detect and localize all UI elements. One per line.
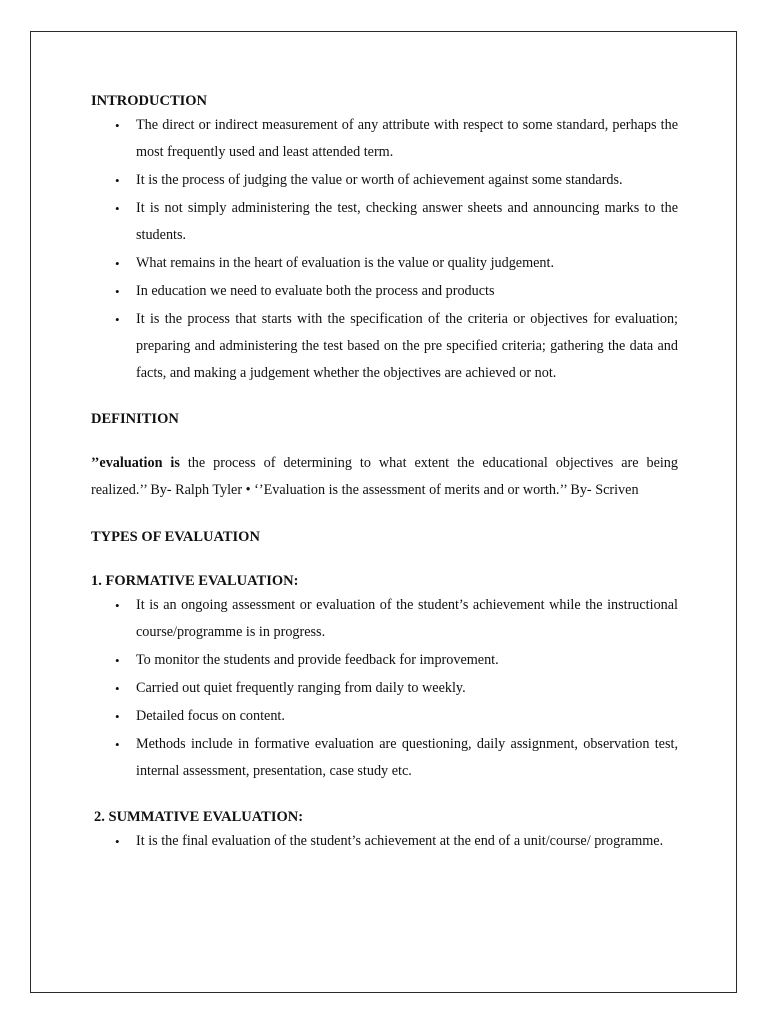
list-item: • To monitor the students and provide feedback for improvement. bbox=[91, 647, 678, 674]
formative-heading: 1. FORMATIVE EVALUATION: bbox=[91, 573, 299, 589]
list-item: • In education we need to evaluate both the process and products bbox=[91, 278, 678, 305]
introduction-heading: INTRODUCTION bbox=[91, 93, 208, 109]
list-item: • The direct or indirect measurement of any attribute with respect to some standard, perhaps the most frequently used and least attended term. bbox=[91, 112, 678, 166]
list-item: • It is the final evaluation of the student’s achievement at the end of a unit/course/ programme. bbox=[91, 828, 678, 855]
list-item: • Methods include in formative evaluation are questioning, daily assignment, observation test, internal assessment, presentation, case study etc. bbox=[91, 731, 678, 785]
list-item: • What remains in the heart of evaluation is the value or quality judgement. bbox=[91, 250, 678, 277]
summative-heading: 2. SUMMATIVE EVALUATION: bbox=[94, 809, 304, 825]
introduction-list bbox=[91, 112, 678, 387]
definition-heading: DEFINITION bbox=[91, 411, 179, 427]
formative-list bbox=[91, 592, 678, 785]
document-page bbox=[30, 31, 737, 993]
definition-bold-lead: ’’evaluation is bbox=[91, 455, 180, 471]
list-item: • It is not simply administering the test, checking answer sheets and announcing marks to the students. bbox=[91, 195, 678, 249]
list-item: • Detailed focus on content. bbox=[91, 703, 678, 730]
page-content bbox=[91, 90, 678, 856]
list-item: • It is the process that starts with the specification of the criteria or objectives for evaluation; preparing and administering the test based on the pre specified criteria; gathering the data and facts, and making a judgement whether the objectives are achieved or not. bbox=[91, 306, 678, 387]
list-item: • It is an ongoing assessment or evaluation of the student’s achievement while the instructional course/programme is in progress. bbox=[91, 592, 678, 646]
list-item: • It is the process of judging the value or worth of achievement against some standards. bbox=[91, 167, 678, 194]
summative-list bbox=[91, 828, 678, 855]
definition-text: the process of determining to what extent the educational objectives are being realized.’’ By- Ralph Tyler • ‘’Evaluation is the assessment of merits and or worth.’’ By- Scriven bbox=[91, 455, 678, 498]
definition-paragraph bbox=[91, 450, 678, 504]
list-item: • Carried out quiet frequently ranging from daily to weekly. bbox=[91, 675, 678, 702]
types-heading: TYPES OF EVALUATION bbox=[91, 529, 260, 545]
